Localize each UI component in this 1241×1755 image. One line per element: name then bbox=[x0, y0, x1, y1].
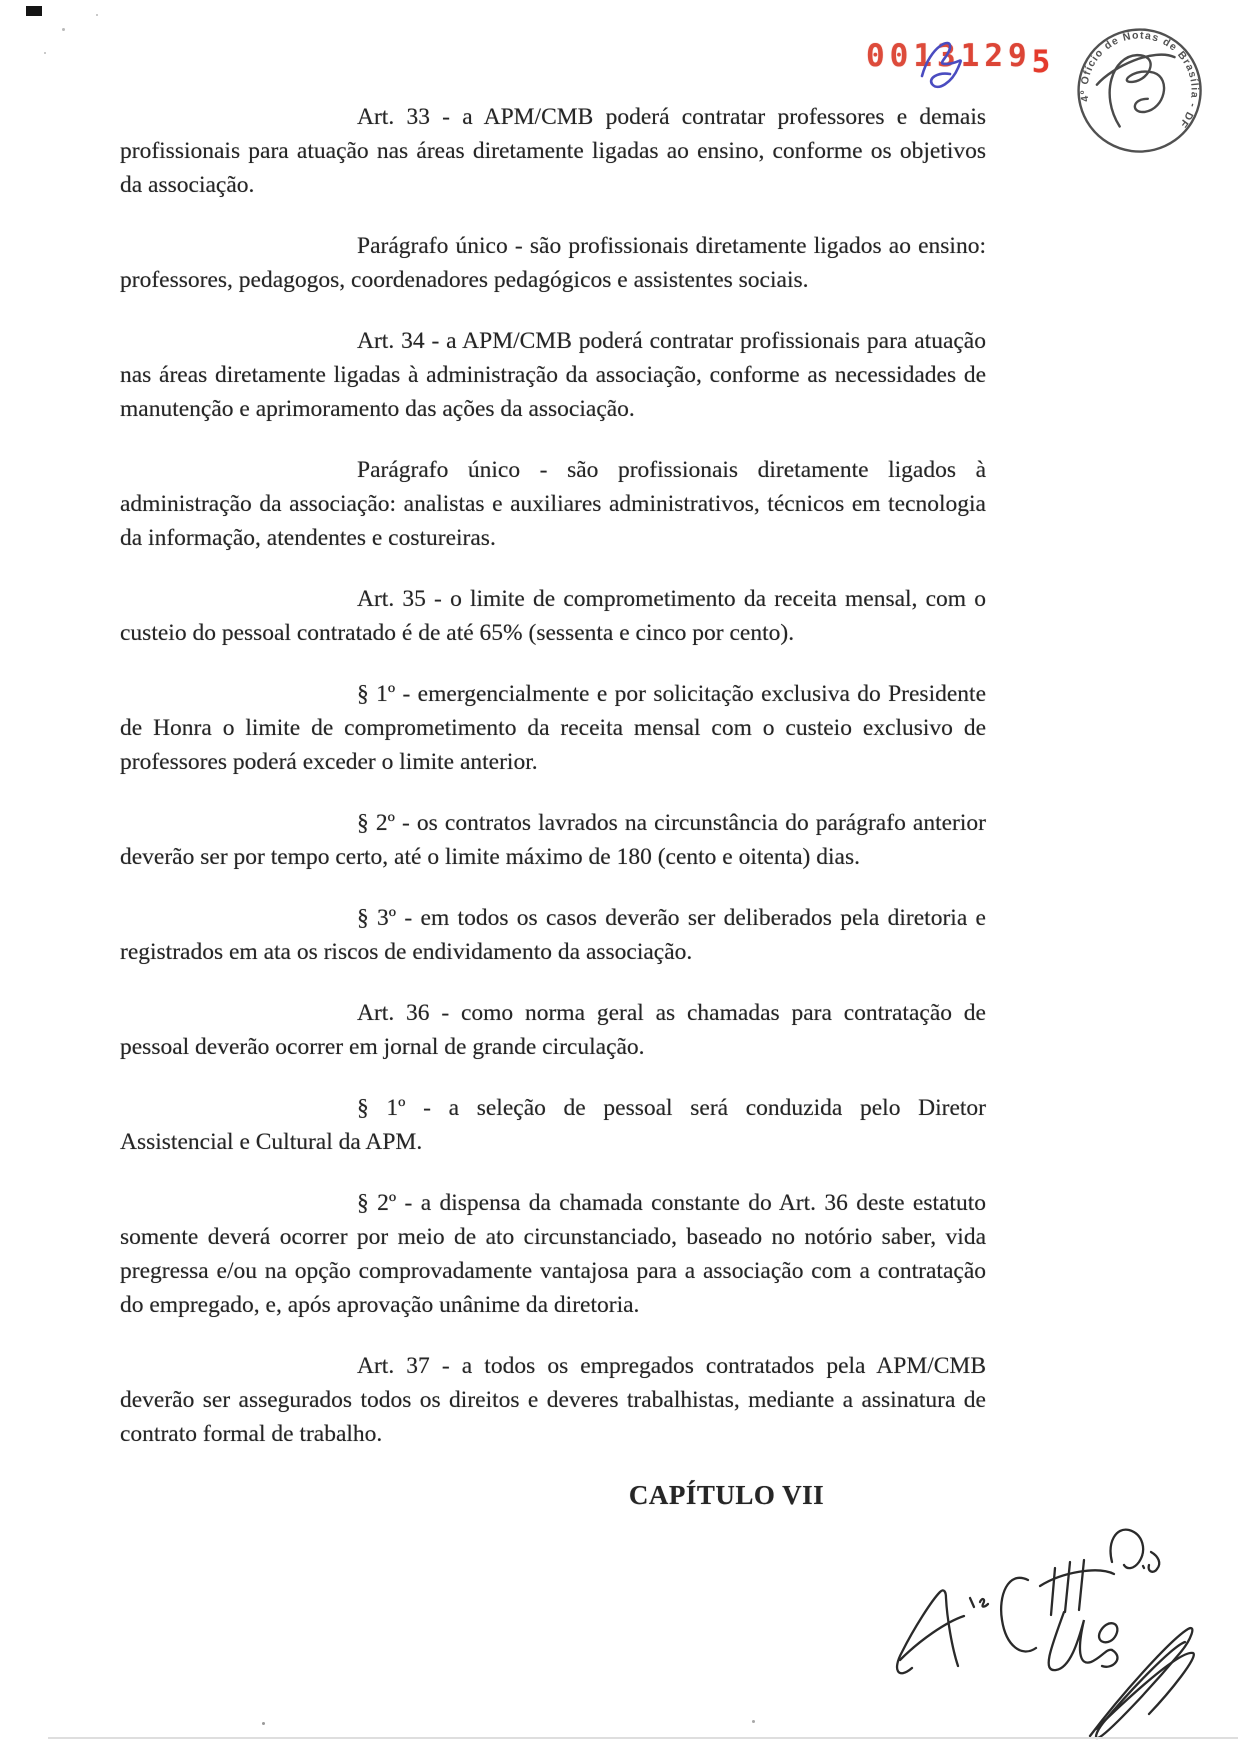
paragraph-art-36-par-1: § 1º - a seleção de pessoal será conduzida pelo Diretor Assistencial e Cultural da APM. bbox=[120, 1095, 986, 1155]
scan-speck bbox=[96, 14, 98, 16]
blue-pen-mark bbox=[916, 34, 986, 98]
notary-stamp-ring-text: 4º Ofício de Notas de Brasília - DF bbox=[1078, 29, 1201, 131]
paragraph-art-36-par-2: § 2º - a dispensa da chamada constante do Art. 36 deste estatuto somente deverá ocorrer por meio de ato circunstanciado, baseado no notório saber, vida pregressa e/ou na opção comprovadamente vantajosa para a associação com a contratação do empregado, e, após aprovação unânime da diretoria. bbox=[120, 1190, 986, 1318]
paragraph-art-34: Art. 34 - a APM/CMB poderá contratar profissionais para atuação nas áreas diretamente ligadas à administração da associação, conforme as necessidades de manutenção e aprimoramento das ações da associação. bbox=[120, 328, 986, 422]
paragraph-art-37: Art. 37 - a todos os empregados contratados pela APM/CMB deverão ser assegurados todos os direitos e deveres trabalhistas, mediante a assinatura de contrato formal de trabalho. bbox=[120, 1353, 986, 1447]
signature-d-mark bbox=[1111, 1530, 1160, 1572]
document-body bbox=[120, 100, 986, 1539]
scan-corner-artifact bbox=[26, 6, 42, 16]
svg-text:4º Ofício de Notas de Brasília bbox=[1066, 17, 1211, 154]
signature-corner-scribble bbox=[1090, 1628, 1194, 1738]
paragraph-art-35-par-1: § 1º - emergencialmente e por solicitação exclusiva do Presidente de Honra o limite de comprometimento da receita mensal com o custeio exclusivo de professores poderá exceder o limite anterior. bbox=[120, 681, 986, 775]
signature-center-rubric bbox=[1001, 1560, 1117, 1670]
scan-speck bbox=[44, 52, 46, 54]
signature-initial-a bbox=[897, 1590, 988, 1673]
red-stamp-number-part: 5 bbox=[1031, 44, 1056, 80]
paragraph-art-34-par-unico: Parágrafo único - são profissionais diretamente ligados à administração da associação: analistas e auxiliares administrativos, técnicos em tecnologia da informação, atendentes e costureiras. bbox=[120, 457, 986, 551]
notary-stamp-rubric bbox=[1092, 46, 1187, 129]
paragraph-art-36: Art. 36 - como norma geral as chamadas para contratação de pessoal deverão ocorrer em jornal de grande circulação. bbox=[120, 1000, 986, 1060]
notary-stamp bbox=[1057, 7, 1227, 177]
scan-speck bbox=[62, 28, 65, 31]
paragraph-art-35-par-2: § 2º - os contratos lavrados na circunstância do parágrafo anterior deverão ser por tempo certo, até o limite máximo de 180 (cento e oitenta) dias. bbox=[120, 810, 986, 870]
signatures-block bbox=[850, 1500, 1241, 1755]
paragraph-art-35: Art. 35 - o limite de comprometimento da receita mensal, com o custeio do pessoal contratado é de até 65% (sessenta e cinco por cento). bbox=[120, 586, 986, 646]
scan-speck bbox=[262, 1722, 265, 1725]
red-stamp-number-part: 129 bbox=[960, 38, 1032, 74]
scan-edge-artifact bbox=[48, 1737, 1238, 1739]
chapter-heading: CAPÍTULO VII bbox=[628, 1480, 825, 1510]
paragraph-art-35-par-3: § 3º - em todos os casos deverão ser deliberados pela diretoria e registrados em ata os riscos de endividamento da associação. bbox=[120, 905, 986, 965]
scan-speck bbox=[752, 1720, 755, 1723]
paragraph-art-33: Art. 33 - a APM/CMB poderá contratar professores e demais profissionais para atuação nas áreas diretamente ligadas ao ensino, conforme os objetivos da associação. bbox=[120, 104, 986, 198]
paragraph-art-33-par-unico: Parágrafo único - são profissionais diretamente ligados ao ensino: professores, pedagogos, coordenadores pedagógicos e assistentes sociais. bbox=[120, 233, 986, 293]
red-stamp-number-part: 0013 bbox=[866, 38, 961, 74]
